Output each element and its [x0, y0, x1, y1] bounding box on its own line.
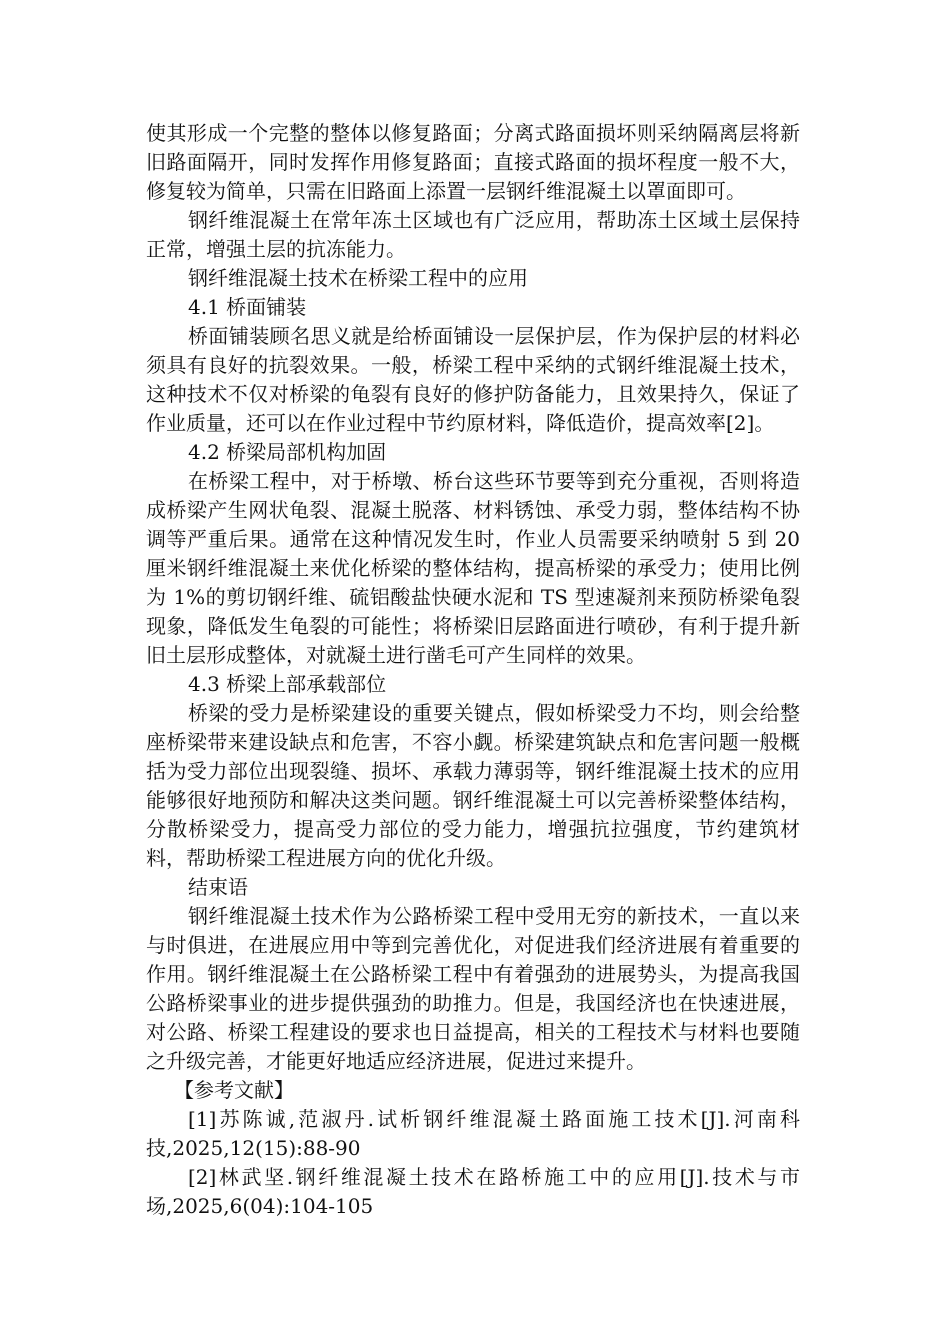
- paragraph-deck-paving: 桥面铺装顾名思义就是给桥面铺设一层保护层，作为保护层的材料必须具有良好的抗裂效果。一般，桥梁工程中采纳的式钢纤维混凝土技术，这种技术不仅对桥梁的龟裂有良好的修护防备能力，且效果持久，保证了作业质量，还可以在作业过程中节约原材料，降低造价，提高效率[2]。: [146, 324, 800, 435]
- reference-item-2: [2]林武坚.钢纤维混凝土技术在路桥施工中的应用[J].技术与市场,2025,6(04):104-105: [146, 1165, 800, 1218]
- section-heading-bridge-application: 钢纤维混凝土技术在桥梁工程中的应用: [188, 266, 528, 290]
- subsection-heading-upper-bearing: 4.3 桥梁上部承载部位: [188, 672, 387, 696]
- paragraph-frozen-soil: 钢纤维混凝土在常年冻土区域也有广泛应用，帮助冻土区域土层保持正常，增强土层的抗冻能力。: [146, 208, 800, 261]
- conclusion-heading: 结束语: [188, 875, 248, 899]
- paragraph-conclusion: 钢纤维混凝土技术作为公路桥梁工程中受用无穷的新技术，一直以来与时俱进，在进展应用中等到完善优化，对促进我们经济进展有着重要的作用。钢纤维混凝土在公路桥梁工程中有着强劲的进展势头，为提高我国公路桥梁事业的进步提供强劲的助推力。但是，我国经济也在快速进展，对公路、桥梁工程建设的要求也日益提高，相关的工程技术与材料也要随之升级完善，才能更好地适应经济进展，促进过来提升。: [146, 904, 800, 1073]
- paragraph-local-reinforcement: 在桥梁工程中，对于桥墩、桥台这些环节要等到充分重视，否则将造成桥梁产生网状龟裂、混凝土脱落、材料锈蚀、承受力弱，整体结构不协调等严重后果。通常在这种情况发生时，作业人员需要采纳喷射 5 到 20 厘米钢纤维混凝土来优化桥梁的整体结构，提高桥梁的承受力；使用比例为 1%的剪切钢纤维、硫铝酸盐快硬水泥和 TS 型速凝剂来预防桥梁龟裂现象，降低发生龟裂的可能性；将桥梁旧层路面进行喷砂，有利于提升新旧土层形成整体，对就凝土进行凿毛可产生同样的效果。: [146, 469, 800, 667]
- paragraph-repair-methods: 使其形成一个完整的整体以修复路面；分离式路面损坏则采纳隔离层将新旧路面隔开，同时发挥作用修复路面；直接式路面的损坏程度一般不大，修复较为简单，只需在旧路面上添置一层钢纤维混凝土以罩面即可。: [146, 121, 800, 203]
- subsection-heading-local-reinforcement: 4.2 桥梁局部机构加固: [188, 440, 387, 464]
- paragraph-upper-bearing: 桥梁的受力是桥梁建设的重要关键点，假如桥梁受力不均，则会给整座桥梁带来建设缺点和危害，不容小觑。桥梁建筑缺点和危害问题一般概括为受力部位出现裂缝、损坏、承载力薄弱等，钢纤维混凝土技术的应用能够很好地预防和解决这类问题。钢纤维混凝土可以完善桥梁整体结构，分散桥梁受力，提高受力部位的受力能力，增强抗拉强度，节约建筑材料，帮助桥梁工程进展方向的优化升级。: [146, 701, 800, 870]
- references-heading: 【参考文献】: [174, 1078, 294, 1102]
- reference-item-1: [1]苏陈诚,范淑丹.试析钢纤维混凝土路面施工技术[J].河南科技,2025,12(15):88-90: [146, 1107, 800, 1160]
- document-body: [146, 119, 800, 1221]
- subsection-heading-deck-paving: 4.1 桥面铺装: [188, 295, 307, 319]
